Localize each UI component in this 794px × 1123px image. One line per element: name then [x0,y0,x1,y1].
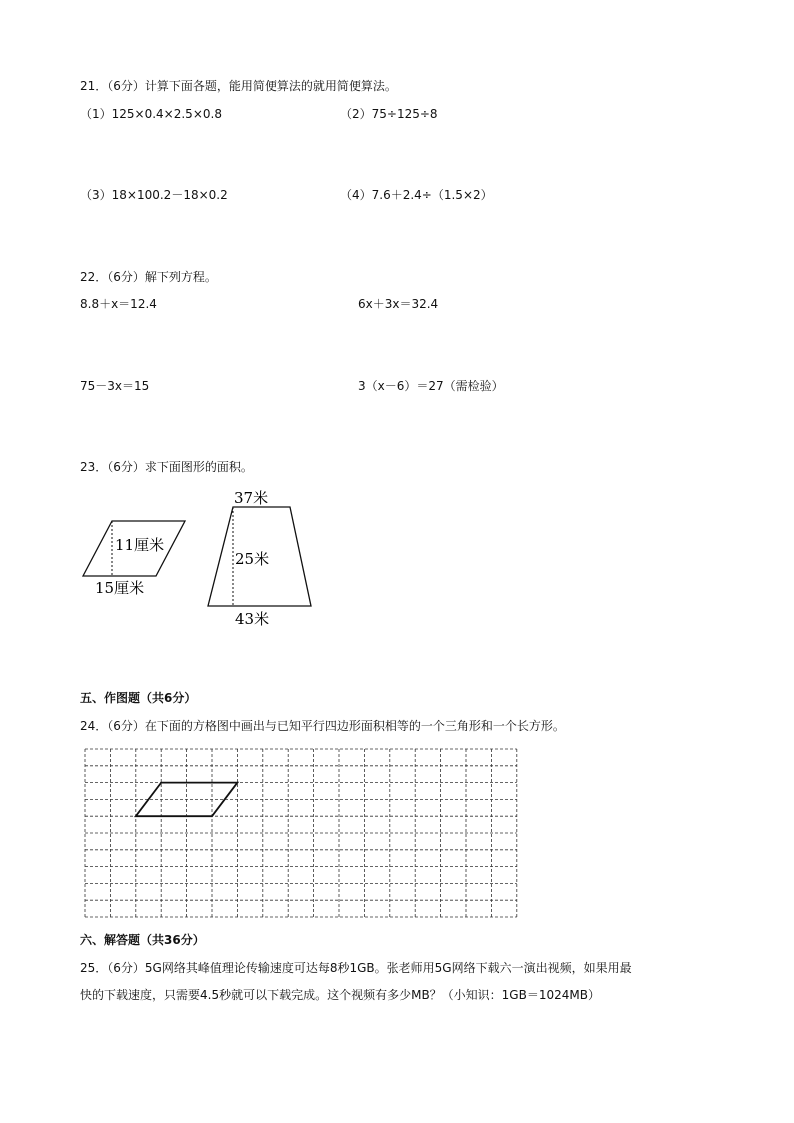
section6-title: 六、解答题（共36分） [80,933,205,947]
q24-title: 24．（6分）在下面的方格图中画出与已知平行四边形面积相等的一个三角形和一个长方形。 [80,719,565,733]
q22-item-1: 8.8＋x＝12.4 [80,297,157,311]
q21-item-3: （3）18×100.2－18×0.2 [80,188,228,202]
q21-title: 21．（6分）计算下面各题，能用简便算法的就用简便算法。 [80,79,397,93]
trapezoid-bottom-label: 43米 [235,610,270,628]
q22-item-2: 6x＋3x＝32.4 [358,297,439,311]
q21-item-1: （1）125×0.4×2.5×0.8 [80,107,222,121]
q21-item-4: （4）7.6＋2.4÷（1.5×2） [340,188,493,202]
q21-item-2: （2）75÷125÷8 [340,107,438,121]
dotted-grid [84,748,518,918]
q25-line-2: 快的下载速度，只需要4.5秒就可以下载完成。这个视频有多少MB？（小知识：1GB＝1024MB） [80,988,600,1002]
trapezoid-figure [200,485,320,630]
q22-title: 22．（6分）解下列方程。 [80,270,217,284]
trapezoid-top-label: 37米 [234,489,269,507]
trapezoid-height-label: 25米 [235,550,270,568]
q25-line-1: 25．（6分）5G网络其峰值理论传输速度可达每8秒1GB。张老师用5G网络下载六一演出视频，如果用最 [80,961,632,975]
q22-item-3: 75－3x＝15 [80,379,150,393]
parallelogram-figure [75,515,195,600]
q23-title: 23．（6分）求下面图形的面积。 [80,460,253,474]
q22-item-4: 3（x－6）＝27（需检验） [358,379,504,393]
parallelogram-height-label: 11厘米 [115,536,165,554]
section5-title: 五、作图题（共6分） [80,691,197,705]
parallelogram-base-label: 15厘米 [95,579,145,597]
